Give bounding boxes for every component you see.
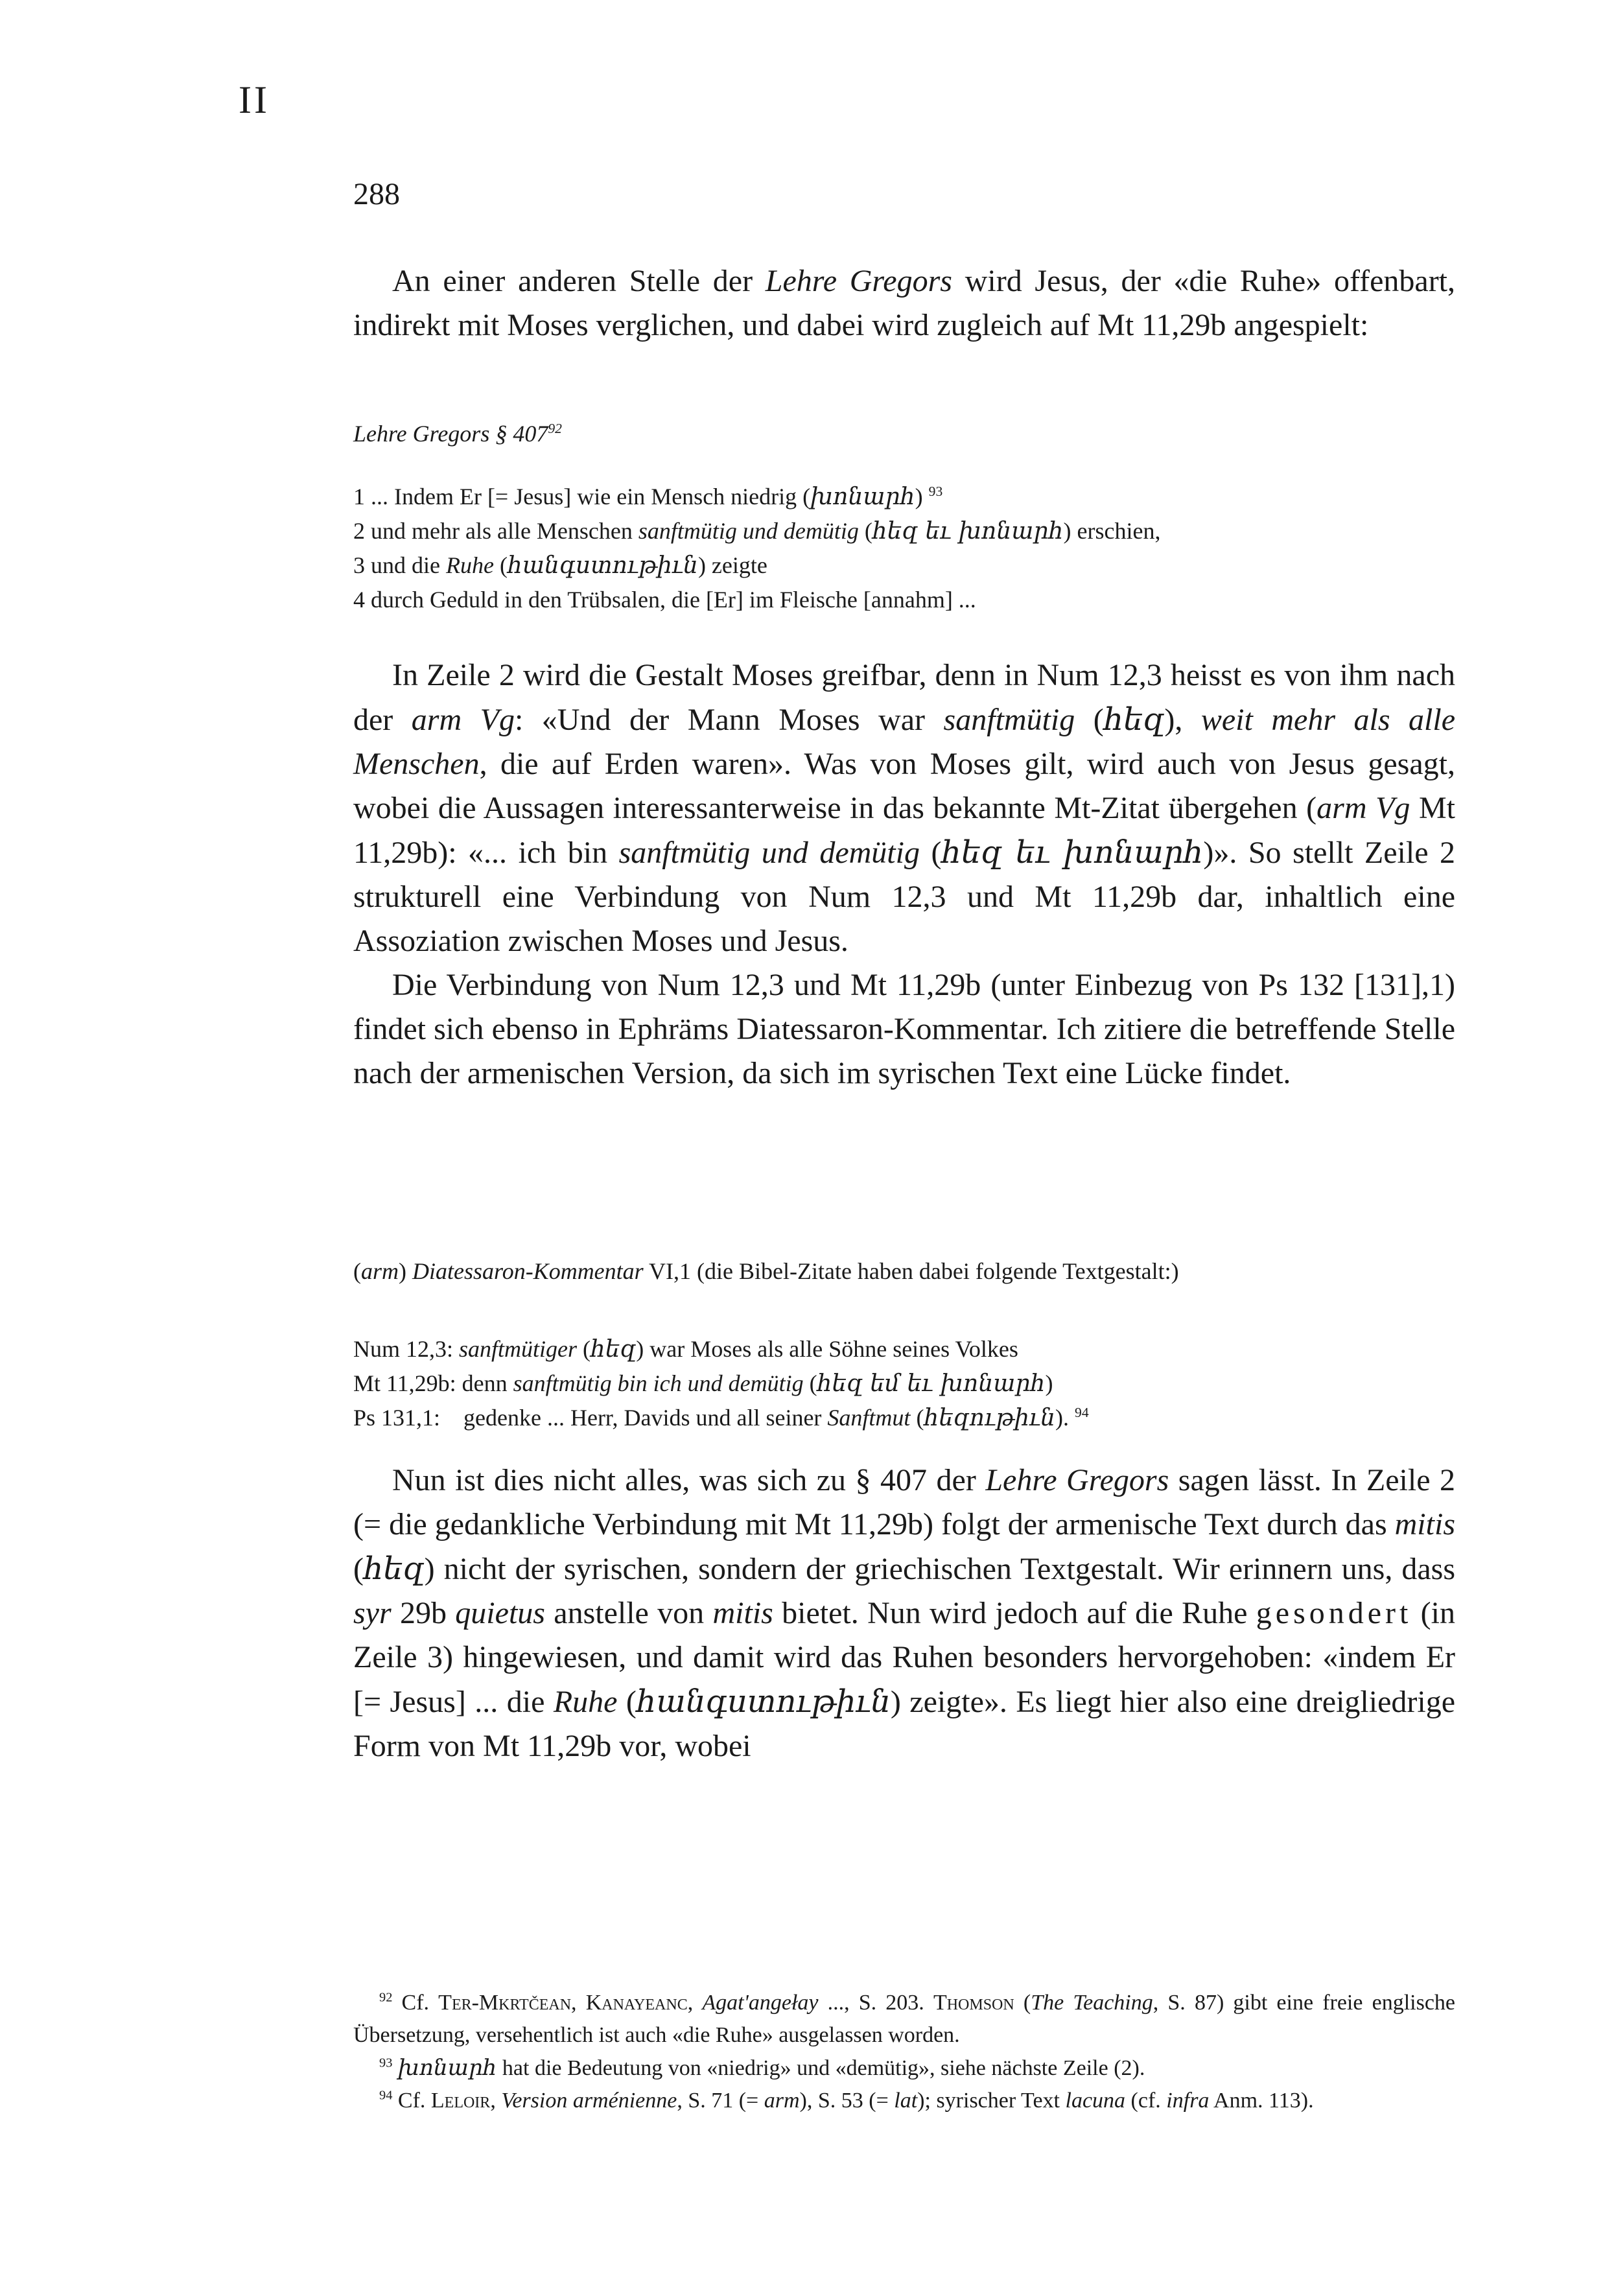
quote1-label: Lehre Gregors § $407^{92}$	[353, 421, 562, 447]
quote1-line-4: 4 durch Geduld in den Trübsalen, die [Er] im Fleische [annahm] ...	[353, 587, 976, 613]
page-number: 288	[353, 177, 400, 211]
footnote-94: $^{94}$ Cf. Leloir, Version arménienne, S. 71 (= arm), S. 53 (= lat); syrischer Text lacuna (cf. infra Anm. 113).	[379, 2088, 1314, 2113]
quote2-lines	[353, 1332, 1455, 1435]
quote2-line-ps: Ps 131,1: gedenke ... Herr, Davids und all seiner Sanftmut (հեզութիւն). $^{94}$	[353, 1405, 1089, 1431]
paragraph-4: Nun ist dies nicht alles, was sich zu § 407 der Lehre Gregors sagen lässt. In Zeile 2 (= die gedankliche Verbindung mit Mt 11,29b) folgt der armenische Text durch das mitis (հեզ) nicht der syrischen, sondern der griechischen Textgestalt. Wir erinnern uns, dass syr 29b quietus anstelle von mitis bietet. Nun wird jedoch auf die Ruhe gesondert (in Zeile 3) hingewiesen, und damit wird das Ruhen besonders hervorgehoben: «indem Er [= Jesus] ... die Ruhe (հանգստութիւն) zeigte». Es liegt hier also eine dreigliedrige Form von Mt 11,29b vor, wobei	[353, 1463, 1456, 1763]
body-paragraphs-1	[353, 653, 1455, 1095]
quote2-line-mt: Mt 11,29b: denn sanftmütig bin ich und demütig (հեզ եմ եւ խոնարհ)	[353, 1370, 1053, 1397]
quote2-line-num: Num 12,3: sanftmütiger (հեզ) war Moses als alle Söhne seines Volkes	[353, 1336, 1018, 1363]
footnote-ref-94[interactable]: 94	[1075, 1405, 1089, 1420]
body-paragraph-4	[353, 1458, 1455, 1768]
quote2-label: (arm) Diatessaron-Kommentar VI,1 (die Bibel-Zitate haben dabei folgende Textgestalt:)	[353, 1258, 1179, 1284]
footnotes	[353, 1987, 1455, 2117]
intro-paragraph: An einer anderen Stelle der Lehre Gregors wird Jesus, der «die Ruhe» offenbart, indirekt mit Moses verglichen, und dabei wird zugleich auf Mt 11,29b angespielt:	[353, 264, 1456, 342]
volume-number: II	[239, 78, 270, 121]
footnote-ref-92[interactable]: 92	[548, 421, 562, 436]
footnote-ref-93[interactable]: 93	[928, 484, 943, 499]
paragraph-2: In Zeile 2 wird die Gestalt Moses greifbar, denn in Num 12,3 heisst es von ihm nach der arm Vg: «Und der Mann Moses war sanftmütig (հեզ), weit mehr als alle Menschen, die auf Erden waren». Was von Moses gilt, wird auch von Jesus gesagt, wobei die Aussagen interessanterweise in das bekannte Mt-Zitat übergehen (arm Vg Mt 11,29b): «... ich bin sanftmütig und demütig (հեզ եւ խոնարհ)». So stellt Zeile 2 strukturell eine Verbindung von Num 12,3 und Mt 11,29b dar, inhaltlich eine Assoziation zwischen Moses und Jesus.	[353, 658, 1456, 958]
paragraph-3: Die Verbindung von Num 12,3 und Mt 11,29b (unter Einbezug von Ps 132 [131],1) findet sich ebenso in Ephräms Diatessaron-Kommentar. Ich zitiere die betreffende Stelle nach der armenischen Version, da sich im syrischen Text eine Lücke findet.	[353, 968, 1455, 1090]
footnote-93: $^{93}$ խոնարհ hat die Bedeutung von «niedrig» und «demütig», siehe nächste Zeile (2).	[379, 2055, 1145, 2081]
quote1-lines	[353, 480, 1455, 616]
quote1-line-1: 1 ... Indem Er [= Jesus] wie ein Mensch niedrig (խոնարհ) $^{93}$	[353, 484, 943, 510]
quote1-line-3: 3 und die Ruhe (հանգստութիւն) zeigte	[353, 552, 767, 579]
footnote-92: $^{92}$ Cf. Ter-Mkrtčean, Kanayeanc, Agat'angełay ..., S. 203. Thomson (The Teaching, S. 87) gibt eine freie englische Übersetzung, versehentlich ist auch «die Ruhe» ausgelassen worden.	[353, 1990, 1456, 2047]
quote1-line-2: 2 und mehr als alle Menschen sanftmütig und demütig (հեզ եւ խոնարհ) erschien,	[353, 518, 1161, 545]
